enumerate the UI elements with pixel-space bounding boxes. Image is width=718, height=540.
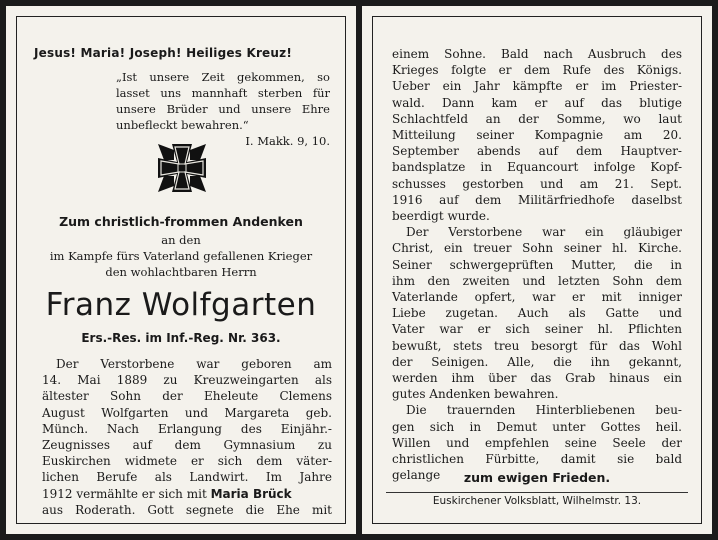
closing-line: zum ewigen Frieden.	[463, 470, 611, 485]
divider	[386, 492, 688, 493]
text-line: beerdigt wurde.	[392, 209, 490, 224]
bio-line: aus Roderath. Gott segnete die Ehe mit	[42, 502, 332, 517]
continuation-text	[392, 46, 682, 483]
text-line: Liebe zugetan. Auch als Gatte und	[392, 306, 682, 321]
text-line: einem Sohne. Bald nach Ausbruch des	[392, 47, 682, 61]
text-line: 1916 auf dem Militärfriedhofe daselbst	[392, 192, 682, 207]
text-line: Der Verstorbene war ein gläubiger	[406, 225, 682, 240]
scripture-quote	[116, 69, 330, 149]
text-line: der Seinigen. Alle, die ihn gekannt,	[392, 354, 682, 369]
spouse-name: Maria Brück	[210, 486, 292, 501]
bio-line: August Wolfgarten und Margareta geb.	[42, 405, 332, 420]
text-line: wald. Dann kam er auf das blutige	[392, 95, 682, 110]
invocation-heading: Jesus! Maria! Joseph! Heiliges Kreuz!	[34, 46, 292, 60]
quote-reference: I. Makk. 9, 10.	[245, 134, 330, 148]
quote-line: unbefleckt bewahren.“	[116, 118, 249, 132]
text-line: Mitteilung seiner Kompagnie am 20.	[392, 128, 682, 143]
bio-line: 14. Mai 1889 zu Kreuzweingarten als	[42, 373, 332, 388]
quote-line: unsere Brüder und unsere Ehre	[116, 102, 330, 116]
text-line: gutes Andenken bewahren.	[392, 387, 559, 402]
bio-line: lichen Berufe als Landwirt. Im Jahre	[42, 470, 332, 485]
text-line: Schlachtfeld an der Somme, wo laut	[392, 111, 682, 126]
bio-line: Münch. Nach Erlangung des Einjähr.-	[42, 421, 332, 436]
iron-cross-icon	[154, 140, 210, 196]
right-page	[362, 6, 712, 534]
text-line: Willen und empfehlen seine Seele der	[392, 435, 682, 450]
bio-line: ältester Sohn der Eheleute Clemens	[42, 389, 332, 404]
text-line: christlichen Fürbitte, damit sie bald	[392, 452, 682, 467]
bio-line: Euskirchen widmete er sich dem väter-	[42, 454, 332, 469]
bio-line: Zeugnisses auf dem Gymnasium zu	[42, 438, 332, 453]
quote-line: „Ist unsere Zeit gekommen, so	[116, 70, 330, 84]
memorial-title: Zum christlich-frommen Andenken	[59, 214, 303, 229]
text-line: Ueber ein Jahr kämpfte er im Priester-	[392, 79, 682, 94]
printer-imprint: Euskirchener Volksblatt, Wilhelmstr. 13.	[432, 495, 642, 507]
bio-line-text: 1912 vermählte er sich mit	[42, 486, 207, 501]
text-line: Krieges folgte er dem Rufe des Königs.	[392, 63, 682, 78]
an-den-line: an den	[161, 233, 201, 247]
quote-line: lasset uns mannhaft sterben für	[116, 86, 330, 100]
deceased-name: Franz Wolfgarten	[45, 287, 317, 323]
text-line: Vaterlande opfert, war er mit inniger	[392, 290, 682, 305]
text-line: schusses gestorben und am 21. Sept.	[392, 176, 682, 191]
text-line: bandsplatze in Equancourt infolge Kopf-	[392, 160, 682, 175]
biography-text	[42, 356, 332, 518]
bio-line	[42, 486, 332, 502]
text-line: Christ, ein treuer Sohn seiner hl. Kirche.	[392, 241, 682, 256]
text-line: Vater war er sich seiner hl. Pflichten	[392, 322, 682, 337]
left-page	[6, 6, 356, 534]
text-line: gelange	[392, 468, 441, 483]
text-line: Die trauernden Hinterbliebenen beu-	[406, 403, 682, 418]
military-unit: Ers.-Res. im Inf.-Reg. Nr. 363.	[81, 331, 281, 345]
text-line: gen sich in Demut unter Gottes heil.	[392, 419, 682, 434]
text-line: September abends auf dem Hauptver-	[392, 144, 682, 159]
text-line: ihm den zweiten und letzten Sohn dem	[392, 273, 682, 288]
fallen-soldier-line: im Kampfe fürs Vaterland gefallenen Krieger	[49, 249, 313, 263]
text-line: bewußt, stets treu besorgt für das Wohl	[392, 338, 682, 353]
honorific-line: den wohlachtbaren Herrn	[105, 265, 257, 279]
text-line: werden ihm über das Grab hinaus ein	[392, 371, 682, 386]
bio-line: Der Verstorbene war geboren am	[56, 357, 332, 371]
text-line: Seiner schwergeprüften Mutter, die in	[392, 257, 682, 272]
